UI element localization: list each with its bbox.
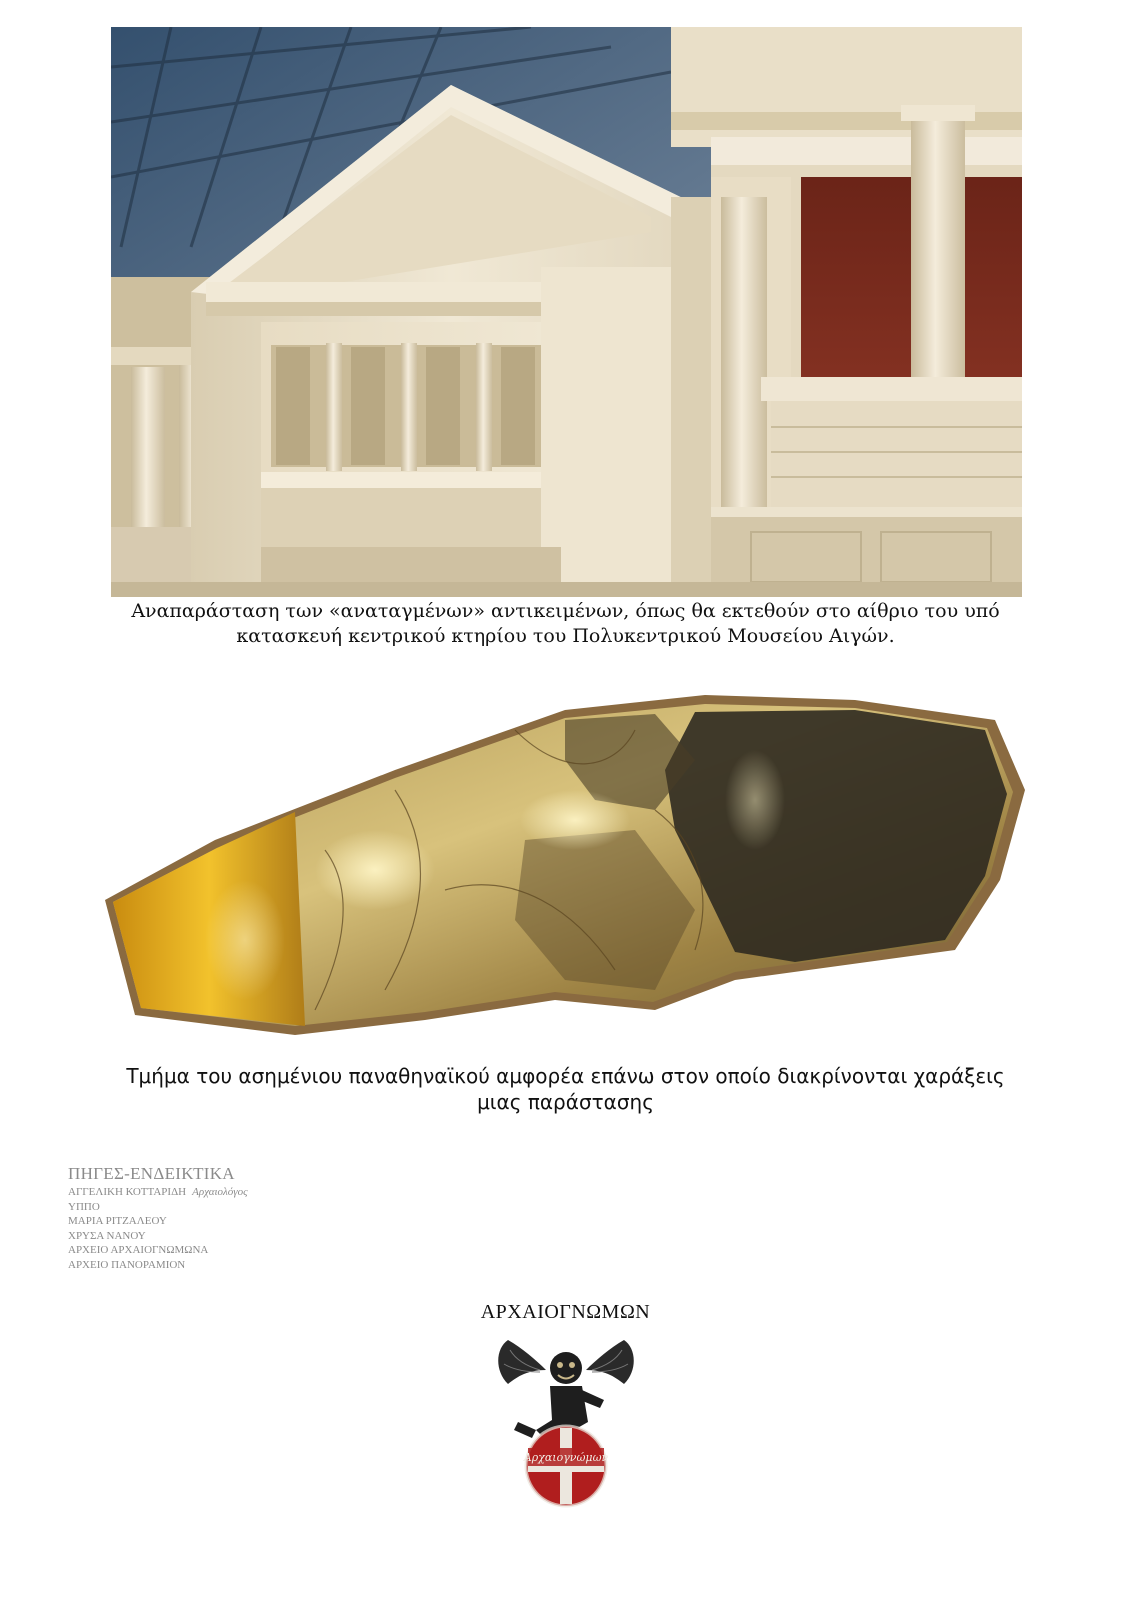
reconstruction-caption-line-2: κατασκευή κεντρικού κτηρίου του Πολυκεντρικού Μουσείου Αιγών. bbox=[236, 625, 895, 647]
fragment-caption-line-1: Τμήμα του ασημένιου παναθηναϊκού αμφορέα επάνω στον οποίο διακρίνονται χαράξεις bbox=[126, 1064, 1005, 1088]
fragment-caption-line-2: μιας παράστασης bbox=[477, 1090, 654, 1114]
reconstruction-caption-line-1: Αναπαράσταση των «αναταγμένων» αντικειμένων, όπως θα εκτεθούν στο αίθριο του υπό bbox=[131, 600, 1000, 622]
source-item bbox=[68, 1214, 428, 1229]
museum-reconstruction-image bbox=[111, 27, 1022, 597]
amphora-fragment-image bbox=[95, 690, 1060, 1050]
sources-section bbox=[68, 1163, 428, 1272]
reconstruction-caption bbox=[40, 599, 1091, 649]
source-name: ΧΡΥΣΑ ΝΑΝΟΥ bbox=[68, 1229, 146, 1242]
source-name: ΑΓΓΕΛΙΚΗ ΚΟΤΤΑΡΙΔΗ bbox=[68, 1186, 187, 1198]
source-name: ΥΠΠΟ bbox=[68, 1200, 100, 1213]
source-name: ΑΡΧΕΙΟ ΠΑΝΟΡΑΜΙΟΝ bbox=[68, 1258, 186, 1271]
archaiognomon-logo bbox=[488, 1330, 644, 1514]
logo-script-text: Αρχαιογνώμων bbox=[523, 1451, 609, 1464]
source-role: Αρχαιολόγος bbox=[192, 1186, 248, 1198]
sources-heading: ΠΗΓΕΣ-ΕΝΔΕΙΚΤΙΚΑ bbox=[68, 1164, 235, 1183]
source-item bbox=[68, 1185, 428, 1200]
source-name: ΜΑΡΙΑ ΡΙΤΖΑΛΕΟΥ bbox=[68, 1215, 167, 1227]
source-item bbox=[68, 1258, 428, 1273]
fragment-caption bbox=[40, 1063, 1091, 1115]
source-item bbox=[68, 1243, 428, 1258]
source-item bbox=[68, 1229, 428, 1244]
source-item bbox=[68, 1200, 428, 1215]
source-name: ΑΡΧΕΙΟ ΑΡΧΑΙΟΓΝΩΜΩΝΑ bbox=[68, 1244, 209, 1256]
brand-name: ΑΡΧΑΙΟΓΝΩΜΩΝ bbox=[480, 1301, 651, 1323]
